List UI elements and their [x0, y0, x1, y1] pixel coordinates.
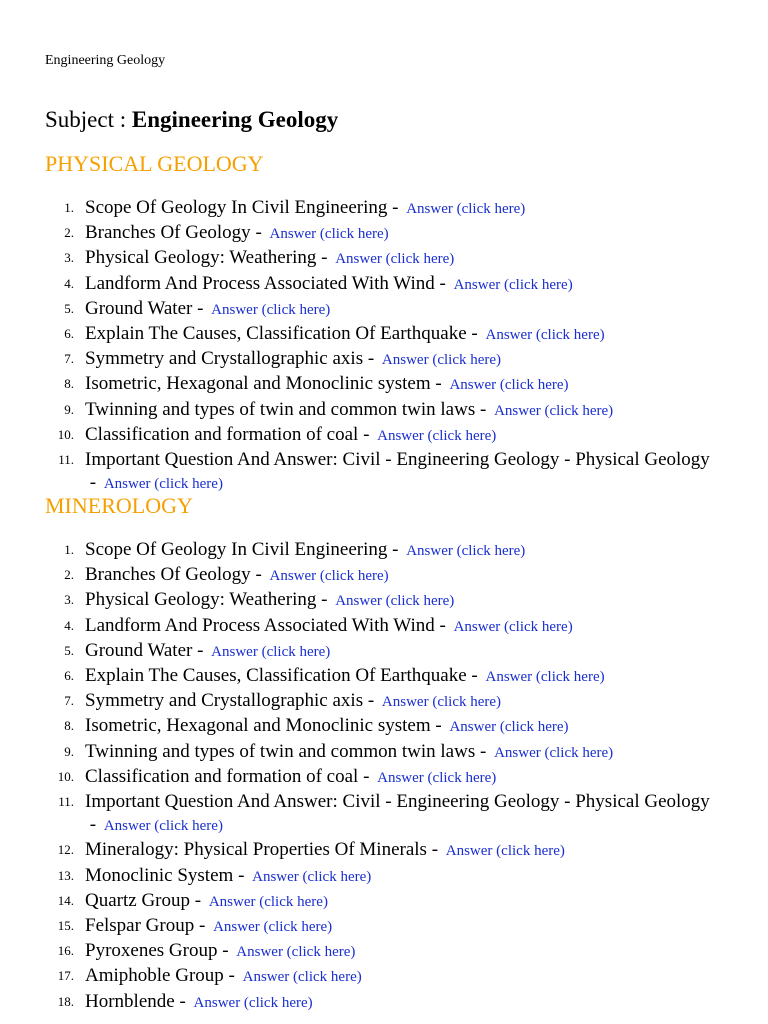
- item-number: 2.: [64, 225, 74, 241]
- item-title: Symmetry and Crystallographic axis: [85, 348, 364, 370]
- item-separator: -: [233, 864, 250, 886]
- subject-label: Subject :: [45, 107, 132, 132]
- item-separator: -: [387, 197, 404, 218]
- list-item: [45, 714, 745, 739]
- item-number: 3.: [64, 592, 74, 608]
- item-separator: -: [387, 539, 404, 560]
- item-separator: -: [466, 323, 483, 345]
- list-item: [45, 689, 745, 714]
- list-item: [45, 423, 745, 448]
- answer-link[interactable]: Answer (click here): [494, 402, 614, 419]
- answer-link[interactable]: Answer (click here): [449, 719, 569, 736]
- item-title: Branches Of Geology: [85, 222, 251, 244]
- answer-link[interactable]: Answer (click here): [406, 543, 526, 559]
- item-title: Physical Geology: Weathering: [85, 589, 317, 611]
- answer-link[interactable]: Answer (click here): [208, 893, 328, 910]
- list-item: [45, 939, 745, 964]
- answer-link[interactable]: Answer (click here): [211, 301, 331, 318]
- item-title: Mineralogy: Physical Properties Of Minerals: [85, 839, 427, 861]
- item-separator: -: [174, 990, 191, 1012]
- item-separator: -: [363, 348, 379, 370]
- item-title: Scope Of Geology In Civil Engineering: [85, 539, 388, 560]
- item-title: Explain The Causes, Classification Of Earthquake: [85, 323, 467, 345]
- list-item: [45, 664, 745, 689]
- list-item: [45, 914, 745, 939]
- list-item: [45, 448, 745, 496]
- item-title: Explain The Causes, Classification Of Earthquake: [85, 665, 467, 687]
- answer-link[interactable]: Answer (click here): [453, 276, 573, 293]
- item-title: Branches Of Geology: [85, 564, 251, 586]
- list-item: [45, 790, 745, 838]
- item-number: 1.: [64, 542, 74, 557]
- list-item: [45, 246, 745, 271]
- item-title: Classification and formation of coal: [85, 423, 359, 445]
- section-title-physical-geology: PHYSICAL GEOLOGY: [45, 151, 264, 176]
- list-item: [45, 272, 745, 297]
- answer-link[interactable]: Answer (click here): [211, 643, 331, 660]
- running-header: Engineering Geology: [45, 53, 166, 68]
- item-separator: -: [475, 740, 492, 762]
- list-item: [45, 221, 745, 246]
- answer-link[interactable]: Answer (click here): [453, 618, 573, 635]
- item-number: 7.: [64, 351, 74, 367]
- item-number: 2.: [64, 567, 74, 583]
- question-list-minerology: [45, 538, 745, 1015]
- item-number: 15.: [57, 918, 74, 934]
- answer-link[interactable]: Answer (click here): [103, 818, 223, 835]
- answer-link[interactable]: Answer (click here): [103, 476, 223, 493]
- item-title: Classification and formation of coal: [85, 765, 359, 787]
- list-item: [45, 614, 745, 639]
- list-item: [45, 398, 745, 423]
- item-title: Isometric, Hexagonal and Monoclinic system: [85, 715, 431, 737]
- answer-link[interactable]: Answer (click here): [377, 427, 497, 444]
- answer-link[interactable]: Answer (click here): [213, 919, 333, 936]
- item-title: Landform And Process Associated With Wind: [85, 272, 435, 294]
- item-separator: -: [85, 472, 101, 494]
- list-item: [45, 838, 745, 863]
- item-title: Scope Of Geology In Civil Engineering: [85, 197, 388, 218]
- item-title: Ground Water: [85, 639, 193, 661]
- answer-link[interactable]: Answer (click here): [236, 944, 356, 961]
- item-separator: -: [475, 398, 492, 420]
- item-title: Isometric, Hexagonal and Monoclinic system: [85, 373, 431, 395]
- item-separator: -: [426, 839, 443, 861]
- item-separator: -: [192, 297, 209, 319]
- answer-link[interactable]: Answer (click here): [485, 669, 605, 686]
- item-title: Hornblende: [85, 990, 175, 1012]
- list-item: [45, 297, 745, 322]
- list-item: [45, 563, 745, 588]
- item-number: 8.: [64, 718, 74, 734]
- item-number: 5.: [64, 300, 74, 316]
- answer-link[interactable]: Answer (click here): [193, 994, 313, 1011]
- item-number: 17.: [57, 968, 74, 984]
- answer-link[interactable]: Answer (click here): [242, 969, 362, 986]
- item-title: Important Question And Answer: Civil - Engineering Geology - Physical Geology: [85, 791, 710, 813]
- answer-link[interactable]: Answer (click here): [445, 843, 565, 860]
- item-number: 1.: [64, 200, 74, 215]
- item-number: 8.: [64, 376, 74, 392]
- item-separator: -: [250, 564, 267, 586]
- item-separator: -: [217, 940, 234, 962]
- item-number: 12.: [57, 842, 74, 858]
- item-title: Pyroxenes Group: [85, 940, 218, 962]
- answer-link[interactable]: Answer (click here): [381, 352, 502, 369]
- item-number: 6.: [64, 668, 74, 684]
- item-number: 5.: [64, 642, 74, 658]
- item-title: Twinning and types of twin and common twin laws: [85, 740, 476, 762]
- list-item: [45, 740, 745, 765]
- item-title: Physical Geology: Weathering: [85, 247, 317, 269]
- list-item: [45, 372, 745, 397]
- answer-link[interactable]: Answer (click here): [381, 694, 502, 711]
- item-separator: -: [190, 889, 206, 911]
- list-item: [45, 196, 745, 221]
- list-item: [45, 990, 745, 1015]
- item-separator: -: [434, 272, 451, 294]
- item-separator: -: [466, 665, 483, 687]
- list-item: [45, 864, 745, 889]
- item-title: Quartz Group: [85, 889, 190, 911]
- item-number: 6.: [64, 326, 74, 342]
- item-separator: -: [434, 614, 451, 636]
- item-separator: -: [358, 423, 375, 445]
- item-separator: -: [85, 814, 101, 836]
- item-number: 13.: [57, 867, 74, 883]
- list-item: [45, 588, 745, 613]
- item-separator: -: [430, 373, 447, 395]
- answer-link[interactable]: Answer (click here): [449, 377, 569, 394]
- subject-heading: [45, 106, 338, 134]
- item-title: Monoclinic System: [85, 864, 234, 886]
- question-list-physical-geology: [45, 196, 745, 496]
- list-item: [45, 889, 745, 914]
- answer-link[interactable]: Answer (click here): [406, 201, 526, 217]
- item-number: 9.: [64, 743, 74, 759]
- answer-link[interactable]: Answer (click here): [494, 744, 614, 761]
- list-item: [45, 322, 745, 347]
- subject-name: Engineering Geology: [131, 107, 339, 132]
- item-title: Amiphoble Group: [85, 965, 224, 987]
- item-separator: -: [194, 915, 211, 937]
- item-title: Symmetry and Crystallographic axis: [85, 690, 364, 712]
- answer-link[interactable]: Answer (click here): [269, 226, 389, 243]
- item-title: Landform And Process Associated With Wind: [85, 614, 435, 636]
- item-number: 11.: [58, 452, 74, 468]
- item-number: 7.: [64, 693, 74, 709]
- item-separator: -: [192, 639, 209, 661]
- section-title-minerology: MINEROLOGY: [45, 493, 193, 518]
- list-item: [45, 765, 745, 790]
- item-number: 9.: [64, 401, 74, 417]
- item-separator: -: [358, 765, 375, 787]
- item-number: 11.: [58, 794, 74, 810]
- answer-link[interactable]: Answer (click here): [335, 251, 455, 268]
- item-separator: -: [316, 589, 333, 611]
- list-item: [45, 538, 745, 563]
- item-separator: -: [363, 690, 379, 712]
- answer-link[interactable]: Answer (click here): [485, 327, 605, 344]
- item-number: 18.: [57, 993, 74, 1009]
- list-item: [45, 964, 745, 989]
- item-number: 10.: [57, 768, 74, 784]
- answer-link[interactable]: Answer (click here): [335, 593, 455, 610]
- item-number: 4.: [64, 275, 74, 291]
- item-number: 3.: [64, 250, 74, 266]
- answer-link[interactable]: Answer (click here): [377, 769, 497, 786]
- item-title: Ground Water: [85, 297, 193, 319]
- item-number: 10.: [57, 426, 74, 442]
- item-separator: -: [316, 247, 333, 269]
- item-separator: -: [250, 222, 267, 244]
- item-title: Twinning and types of twin and common twin laws: [85, 398, 476, 420]
- answer-link[interactable]: Answer (click here): [252, 868, 372, 885]
- item-title: Important Question And Answer: Civil - Engineering Geology - Physical Geology: [85, 449, 710, 471]
- list-item: [45, 639, 745, 664]
- item-number: 4.: [64, 617, 74, 633]
- answer-link[interactable]: Answer (click here): [269, 568, 389, 585]
- item-number: 14.: [57, 892, 74, 908]
- item-number: 16.: [57, 943, 74, 959]
- item-title: Felspar Group: [85, 915, 195, 937]
- item-separator: -: [223, 965, 240, 987]
- list-item: [45, 347, 745, 372]
- item-separator: -: [430, 715, 447, 737]
